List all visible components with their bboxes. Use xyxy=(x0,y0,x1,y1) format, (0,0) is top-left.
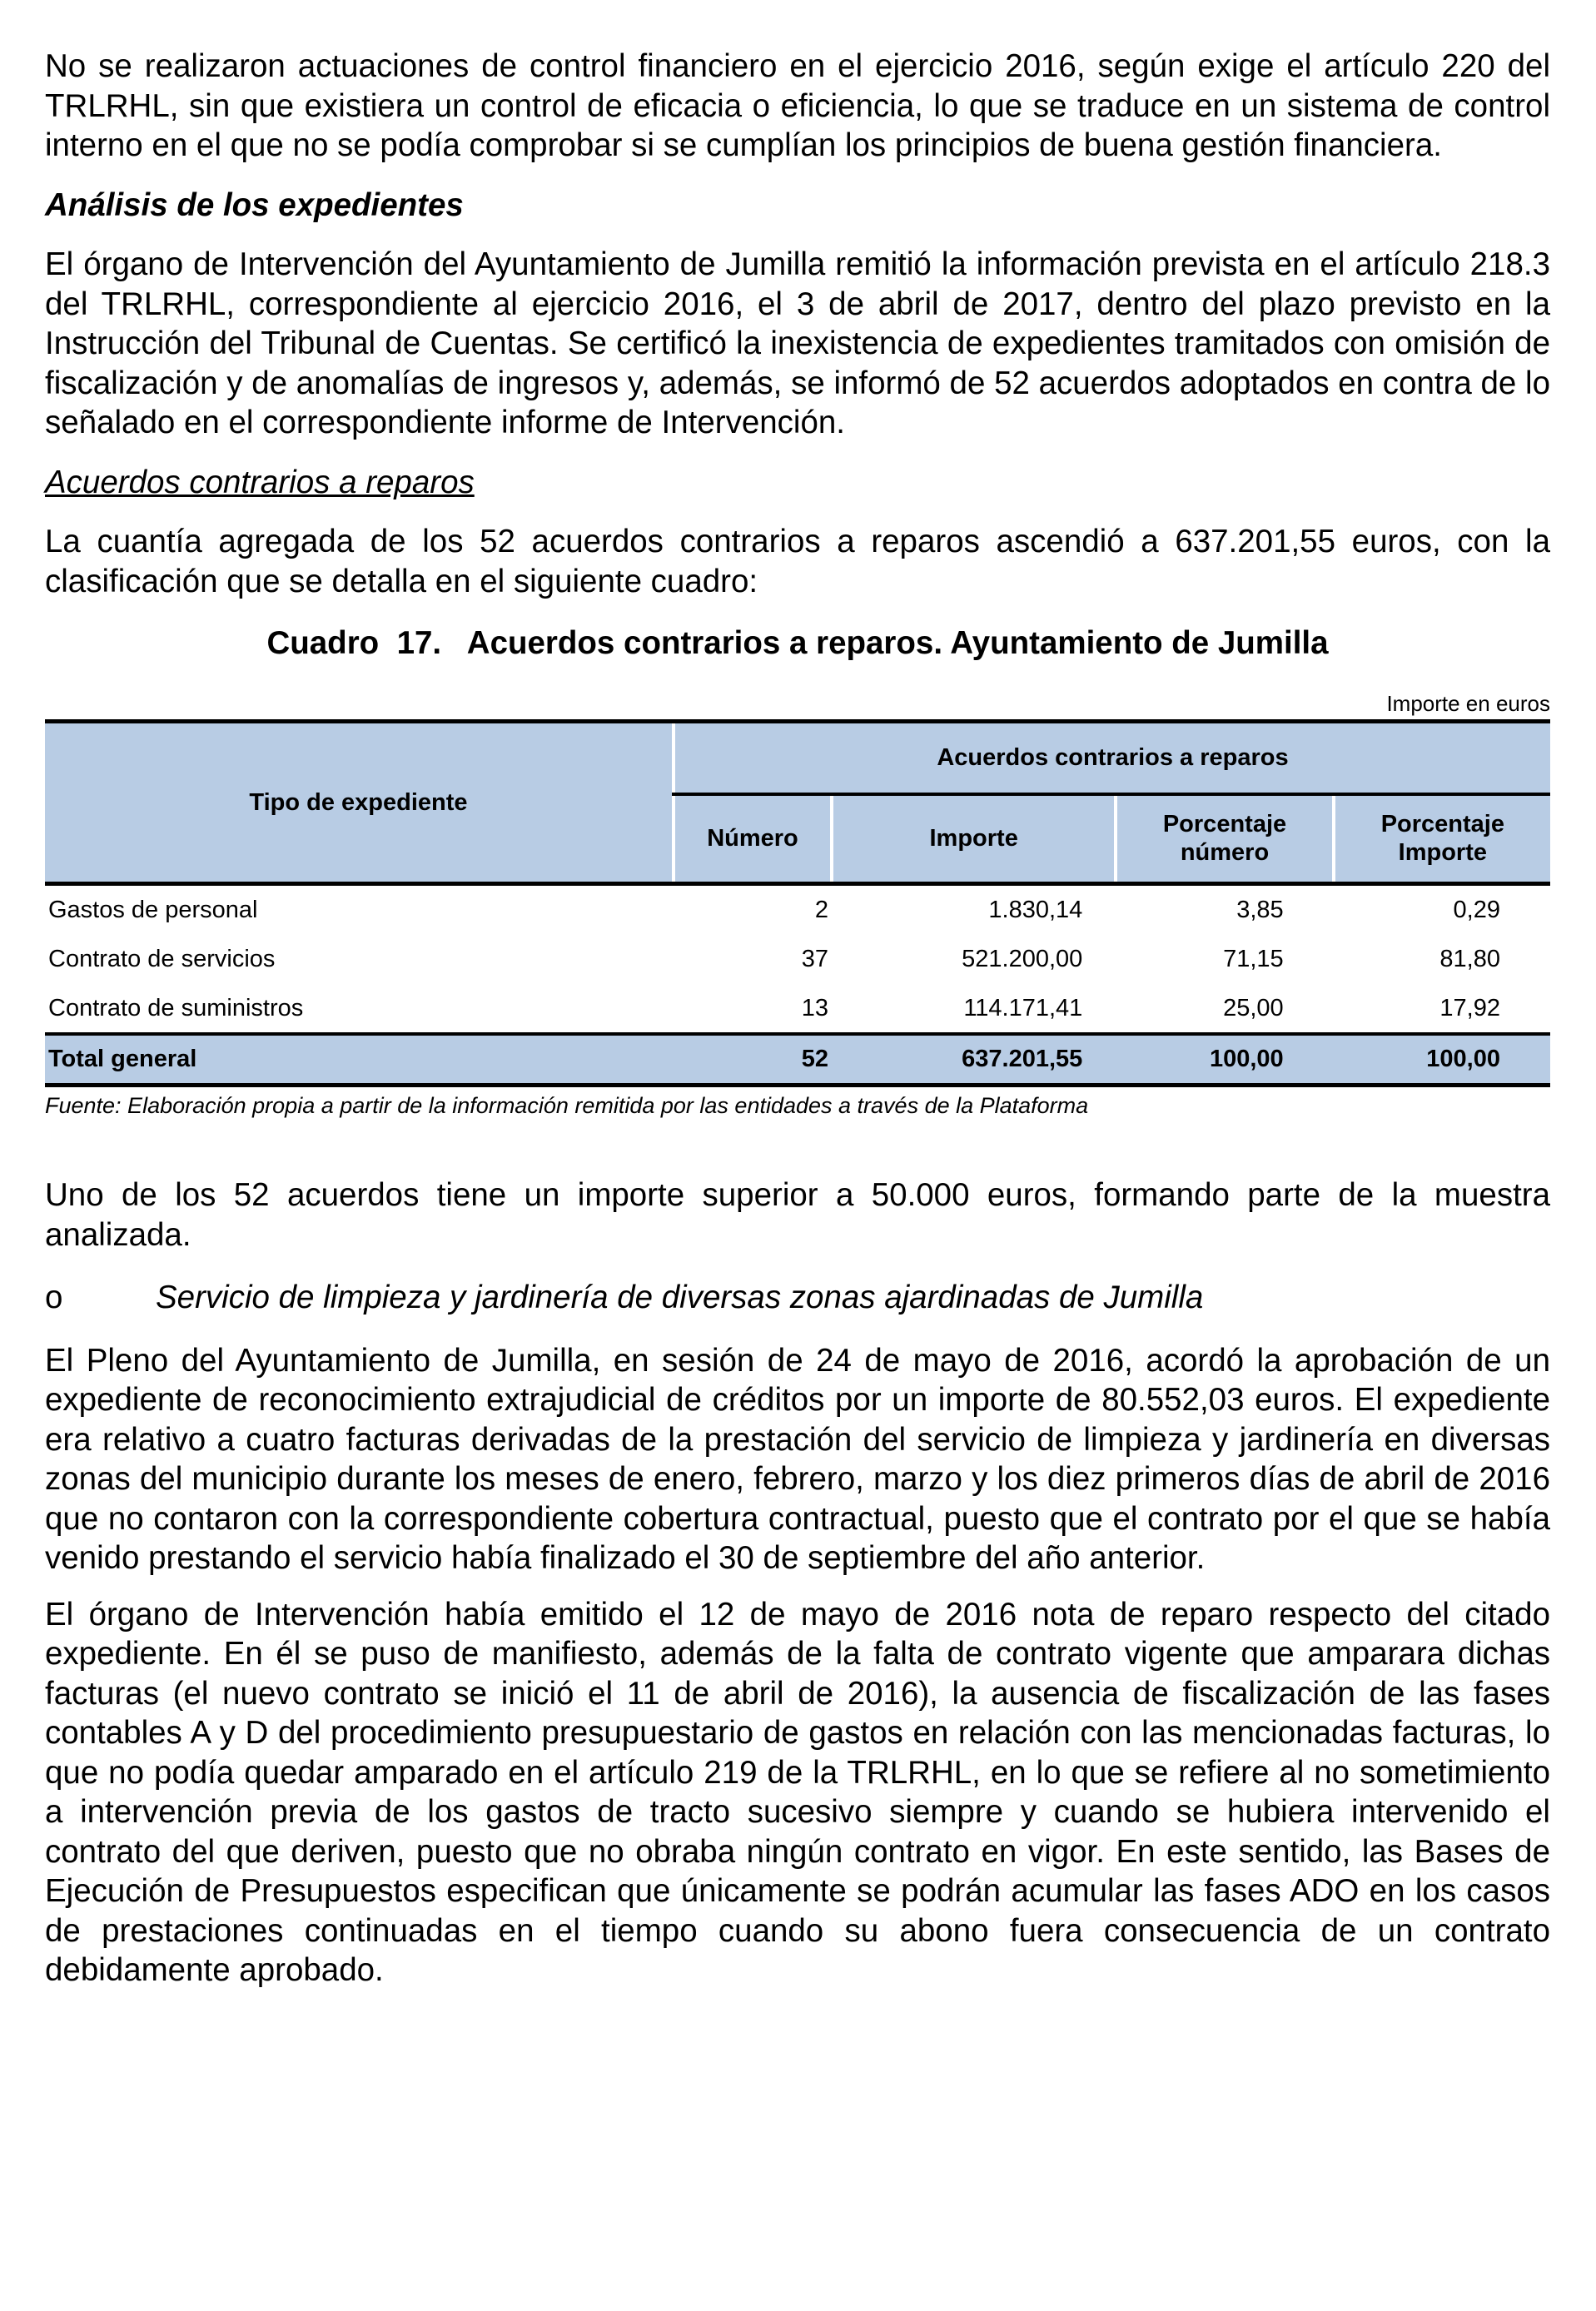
table-caption: Cuadro 17. Acuerdos contrarios a reparos. Ayuntamiento de Jumilla xyxy=(266,625,1329,661)
header-tipo-expediente: Tipo de expediente xyxy=(45,722,674,884)
paragraph-cuantia-agregada: La cuantía agregada de los 52 acuerdos contrarios a reparos ascendió a 637.201,55 euros, con la clasificación que se detalla en el siguiente cuadro: xyxy=(45,524,1550,599)
cell-total-numero: 52 xyxy=(674,1034,832,1086)
cell-pct-importe: 81,80 xyxy=(1439,945,1500,972)
cell-importe: 1.830,14 xyxy=(988,896,1083,923)
cell-numero: 37 xyxy=(801,945,829,972)
cell-pct-numero: 3,85 xyxy=(1236,896,1284,923)
cell-tipo: Contrato de servicios xyxy=(48,945,276,972)
paragraph-uno-de-los-52: Uno de los 52 acuerdos tiene un importe superior a 50.000 euros, formando parte de la muestra analizada. xyxy=(45,1177,1550,1253)
cell-total-label: Total general xyxy=(45,1034,674,1086)
cell-pct-numero: 25,00 xyxy=(1223,994,1284,1021)
paragraph-pleno-ayuntamiento: El Pleno del Ayuntamiento de Jumilla, en sesión de 24 de mayo de 2016, acordó la aprobación de un expediente de reconocimiento extrajudicial de créditos por un importe de 80.552,03 euros. El expediente era relativo a cuatro facturas derivadas de la prestación del servicio de limpieza y jardinería en diversas zonas del municipio durante los meses de enero, febrero, marzo y los diez primeros días de abril de 2016 que no contaron con la correspondiente cobertura contractual, puesto que el contrato por el que se había venido prestando el servicio había finalizado el 30 de septiembre del año anterior. xyxy=(45,1342,1550,1576)
cell-tipo: Contrato de suministros xyxy=(48,994,304,1021)
cell-numero: 13 xyxy=(801,994,829,1021)
table-row xyxy=(45,884,1550,934)
header-numero: Número xyxy=(674,794,832,884)
table-row xyxy=(45,934,1550,984)
bullet-marker: o xyxy=(45,1280,63,1315)
header-importe: Importe xyxy=(832,794,1116,884)
acuerdos-table xyxy=(45,719,1550,1087)
paragraph-nota-reparo: El órgano de Intervención había emitido el 12 de mayo de 2016 nota de reparo respecto del citado expediente. En él se puso de manifiesto, además de la falta de contrato vigente que amparara dichas facturas (el nuevo contrato se inició el 11 de abril de 2016), la ausencia de fiscalización de las fases contables A y D del procedimiento presupuestario de gastos en relación con las mencionadas facturas, lo que no podía quedar amparado en el artículo 219 de la TRLRHL, en lo que se refiere al no sometimiento a intervención previa de los gastos de tracto sucesivo siempre y cuando se hubiera intervenido el contrato del que deriven, puesto que no obraba ningún contrato en vigor. En este sentido, las Bases de Ejecución de Presupuestos especifican que únicamente se podrán acumular las fases ADO en los casos de prestaciones continuadas en el tiempo cuando su abono fuera consecuencia de un contrato debidamente aprobado. xyxy=(45,1596,1550,1988)
heading-analisis-expedientes: Análisis de los expedientes xyxy=(45,186,464,223)
cell-pct-importe: 17,92 xyxy=(1439,994,1500,1021)
table-units-note: Importe en euros xyxy=(1386,691,1550,716)
table-source-note: Fuente: Elaboración propia a partir de la información remitida por las entidades a través de la Plataforma xyxy=(45,1093,1089,1118)
cell-total-importe: 637.201,55 xyxy=(832,1034,1116,1086)
header-porcentaje-numero: Porcentaje número xyxy=(1116,794,1333,884)
heading-acuerdos-contrarios: Acuerdos contrarios a reparos xyxy=(45,464,475,500)
bullet-heading-servicio-limpieza: Servicio de limpieza y jardinería de diversas zonas ajardinadas de Jumilla xyxy=(156,1280,1204,1315)
cell-pct-numero: 71,15 xyxy=(1223,945,1284,972)
paragraph-organo-intervencion: El órgano de Intervención del Ayuntamiento de Jumilla remitió la información prevista en el artículo 218.3 del TRLRHL, correspondiente al ejercicio 2016, el 3 de abril de 2017, dentro del plazo previsto en la Instrucción del Tribunal de Cuentas. Se certificó la inexistencia de expedientes tramitados con omisión de fiscalización y de anomalías de ingresos y, además, se informó de 52 acuerdos adoptados en contra de lo señalado en el correspondiente informe de Intervención. xyxy=(45,246,1550,440)
bullet-item xyxy=(45,1278,1550,1318)
table-row xyxy=(45,984,1550,1034)
cell-total-pct-numero: 100,00 xyxy=(1116,1034,1333,1086)
cell-pct-importe: 0,29 xyxy=(1453,896,1500,923)
cell-importe: 114.171,41 xyxy=(963,994,1083,1021)
cell-importe: 521.200,00 xyxy=(962,945,1083,972)
cell-numero: 2 xyxy=(814,896,829,923)
table-total-row xyxy=(45,1034,1550,1086)
header-acuerdos-group: Acuerdos contrarios a reparos xyxy=(674,722,1550,794)
cell-tipo: Gastos de personal xyxy=(48,896,258,923)
header-porcentaje-importe: Porcentaje Importe xyxy=(1334,794,1550,884)
cell-total-pct-importe: 100,00 xyxy=(1334,1034,1550,1086)
document-page xyxy=(45,47,1550,1990)
paragraph-control-financiero: No se realizaron actuaciones de control financiero en el ejercicio 2016, según exige el artículo 220 del TRLRHL, sin que existiera un control de eficacia o eficiencia, lo que se traduce en un sistema de control interno en el que no se podía comprobar si se cumplían los principios de buena gestión financiera. xyxy=(45,48,1550,163)
